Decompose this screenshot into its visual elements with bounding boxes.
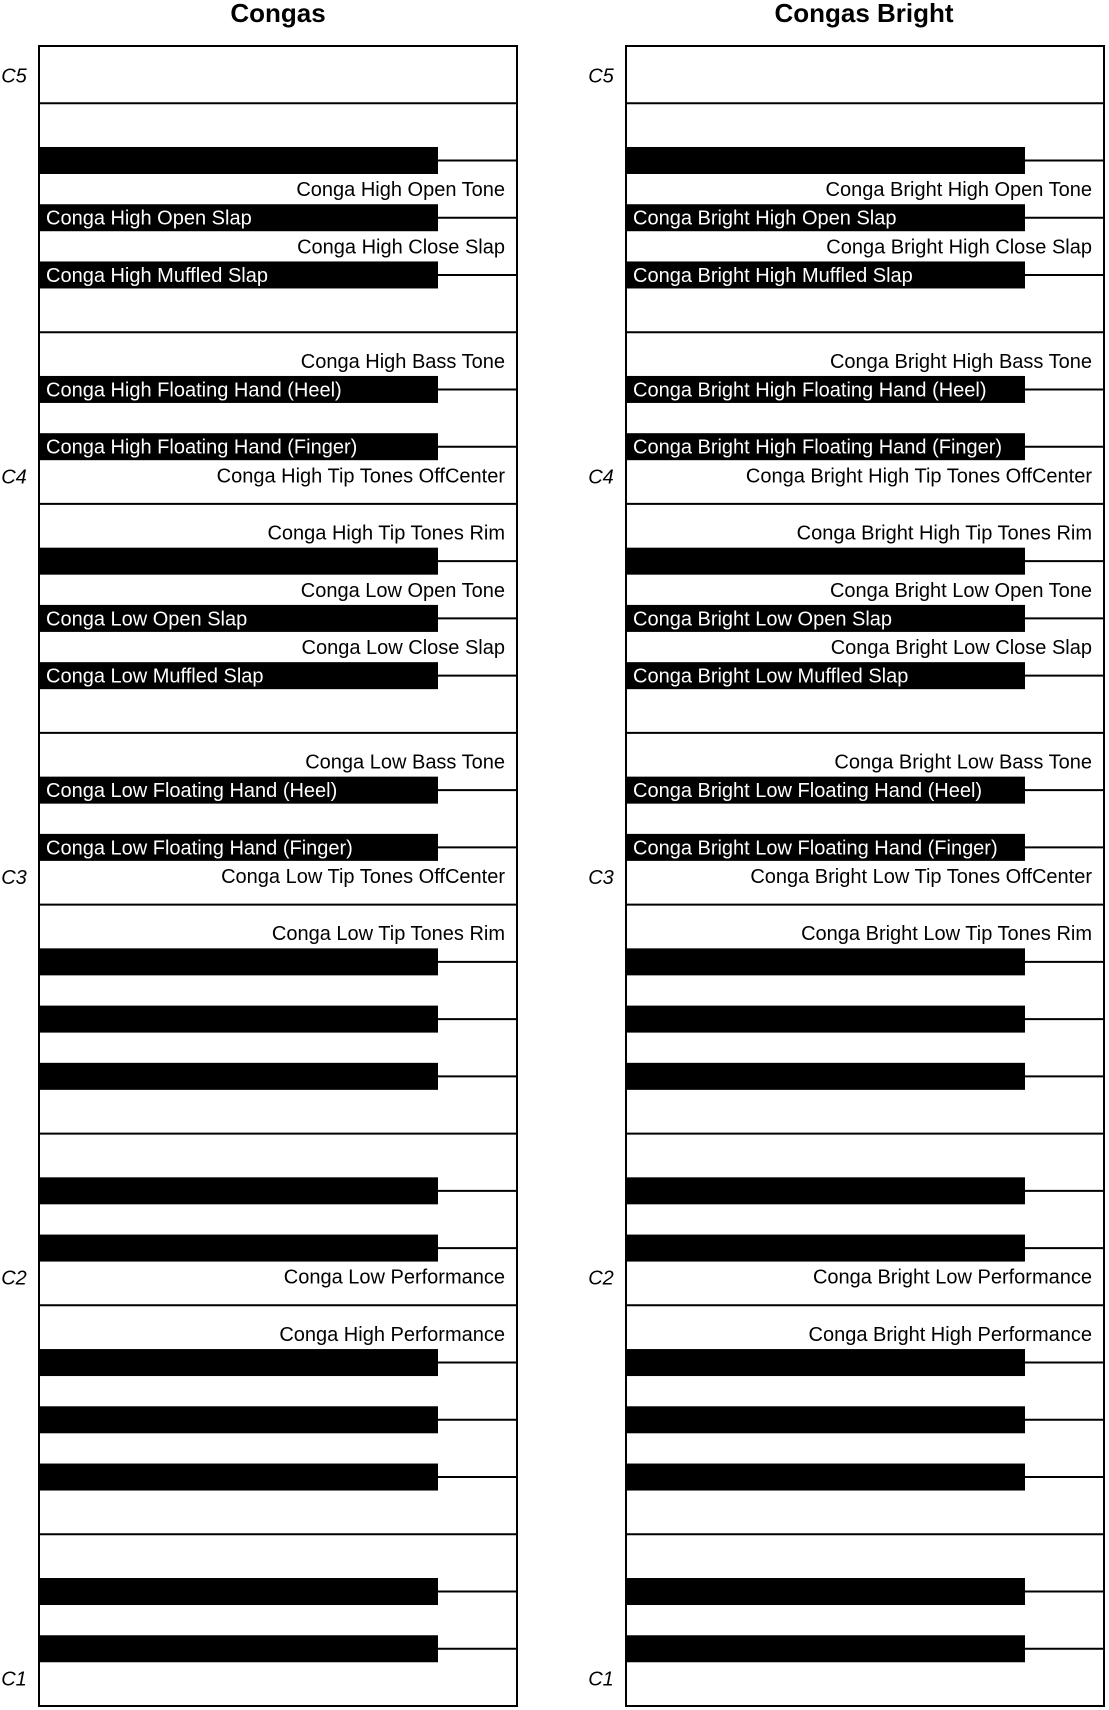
black-key-ds1 <box>626 1578 1025 1605</box>
white-key-label: Conga Bright Low Close Slap <box>830 637 1092 660</box>
white-key-label: Conga Low Open Tone <box>300 579 505 602</box>
white-key-label: Conga Bright Low Performance <box>812 1266 1092 1289</box>
white-key-label: Conga Low Close Slap <box>301 637 505 660</box>
black-key-as3 <box>626 548 1025 575</box>
octave-label-c4: C4 <box>1 466 27 489</box>
white-key-label: Conga Bright High Tip Tones Rim <box>796 522 1092 545</box>
white-key-label: Conga Low Tip Tones OffCenter <box>221 866 505 888</box>
black-key-as1 <box>626 1349 1025 1376</box>
black-key-label: Conga Bright High Floating Hand (Heel) <box>633 379 987 402</box>
keyboard-title: Congas Bright <box>774 0 954 28</box>
white-key-label: Conga High Tip Tones OffCenter <box>216 465 505 488</box>
black-key-cs2 <box>39 1235 438 1262</box>
black-key-label: Conga Low Floating Hand (Heel) <box>46 780 338 803</box>
white-key-label: Conga Low Bass Tone <box>305 751 505 774</box>
black-key-as2 <box>626 948 1025 975</box>
black-key-as4 <box>626 147 1025 174</box>
black-key-gs2 <box>626 1006 1025 1033</box>
white-key-label: Conga High Performance <box>279 1323 505 1346</box>
octave-label-c3: C3 <box>588 867 614 889</box>
black-key-label: Conga Bright High Floating Hand (Finger) <box>633 436 1003 459</box>
black-key-gs1 <box>626 1406 1025 1433</box>
black-key-gs1 <box>39 1406 438 1433</box>
black-key-as4 <box>39 147 438 174</box>
black-key-label: Conga High Floating Hand (Finger) <box>46 436 358 459</box>
white-key-label: Conga Bright High Performance <box>808 1323 1092 1346</box>
white-key-label: Conga Low Performance <box>283 1266 505 1289</box>
black-key-label: Conga High Open Slap <box>46 207 252 230</box>
black-key-ds2 <box>626 1177 1025 1204</box>
black-key-as3 <box>39 548 438 575</box>
white-key-label: Conga Bright High Tip Tones OffCenter <box>745 465 1092 488</box>
white-key-label: Conga Bright Low Tip Tones OffCenter <box>750 866 1092 888</box>
black-key-label: Conga High Muffled Slap <box>46 264 268 287</box>
black-key-ds1 <box>39 1578 438 1605</box>
black-key-as2 <box>39 948 438 975</box>
black-key-fs1 <box>626 1464 1025 1491</box>
white-key-label: Conga Bright High Open Tone <box>825 179 1092 202</box>
black-key-label: Conga Bright Low Floating Hand (Heel) <box>633 780 983 803</box>
black-key-fs2 <box>626 1063 1025 1090</box>
keyboard-title: Congas <box>230 0 326 28</box>
octave-label-c2: C2 <box>588 1267 614 1290</box>
white-key-label: Conga High Open Tone <box>296 179 505 202</box>
white-key-label: Conga High Close Slap <box>297 236 505 259</box>
black-key-gs2 <box>39 1006 438 1033</box>
white-key-label: Conga Bright Low Open Tone <box>829 579 1092 602</box>
octave-label-c5: C5 <box>588 65 614 88</box>
white-key-label: Conga Bright Low Bass Tone <box>834 751 1092 774</box>
black-key-label: Conga Bright Low Floating Hand (Finger) <box>633 837 998 860</box>
black-key-label: Conga Bright Low Open Slap <box>633 608 893 631</box>
octave-label-c2: C2 <box>1 1267 27 1290</box>
white-key-label: Conga Bright Low Tip Tones Rim <box>801 923 1092 946</box>
black-key-ds2 <box>39 1177 438 1204</box>
octave-label-c5: C5 <box>1 65 27 88</box>
white-key-label: Conga High Bass Tone <box>300 350 505 373</box>
white-key-label: Conga High Tip Tones Rim <box>267 522 505 545</box>
black-key-as1 <box>39 1349 438 1376</box>
white-key-label: Conga Bright High Close Slap <box>826 236 1092 259</box>
keyboard-congas <box>1 0 517 1706</box>
octave-label-c3: C3 <box>1 867 27 889</box>
black-key-cs1 <box>626 1635 1025 1662</box>
black-key-label: Conga Low Open Slap <box>46 608 248 631</box>
octave-label-c1: C1 <box>588 1668 614 1691</box>
black-key-label: Conga High Floating Hand (Heel) <box>46 379 342 402</box>
black-key-cs1 <box>39 1635 438 1662</box>
keyboard-congas-bright <box>588 0 1104 1706</box>
black-key-label: Conga Bright Low Muffled Slap <box>633 665 909 688</box>
black-key-label: Conga Bright High Open Slap <box>633 207 897 230</box>
white-key-label: Conga Bright High Bass Tone <box>829 350 1092 373</box>
octave-label-c1: C1 <box>1 1668 27 1691</box>
black-key-label: Conga Bright High Muffled Slap <box>633 264 913 287</box>
white-key-label: Conga Low Tip Tones Rim <box>271 923 505 946</box>
black-key-cs2 <box>626 1235 1025 1262</box>
black-key-label: Conga Low Floating Hand (Finger) <box>46 837 353 860</box>
black-key-fs2 <box>39 1063 438 1090</box>
octave-label-c4: C4 <box>588 466 614 489</box>
black-key-label: Conga Low Muffled Slap <box>46 665 264 688</box>
black-key-fs1 <box>39 1464 438 1491</box>
